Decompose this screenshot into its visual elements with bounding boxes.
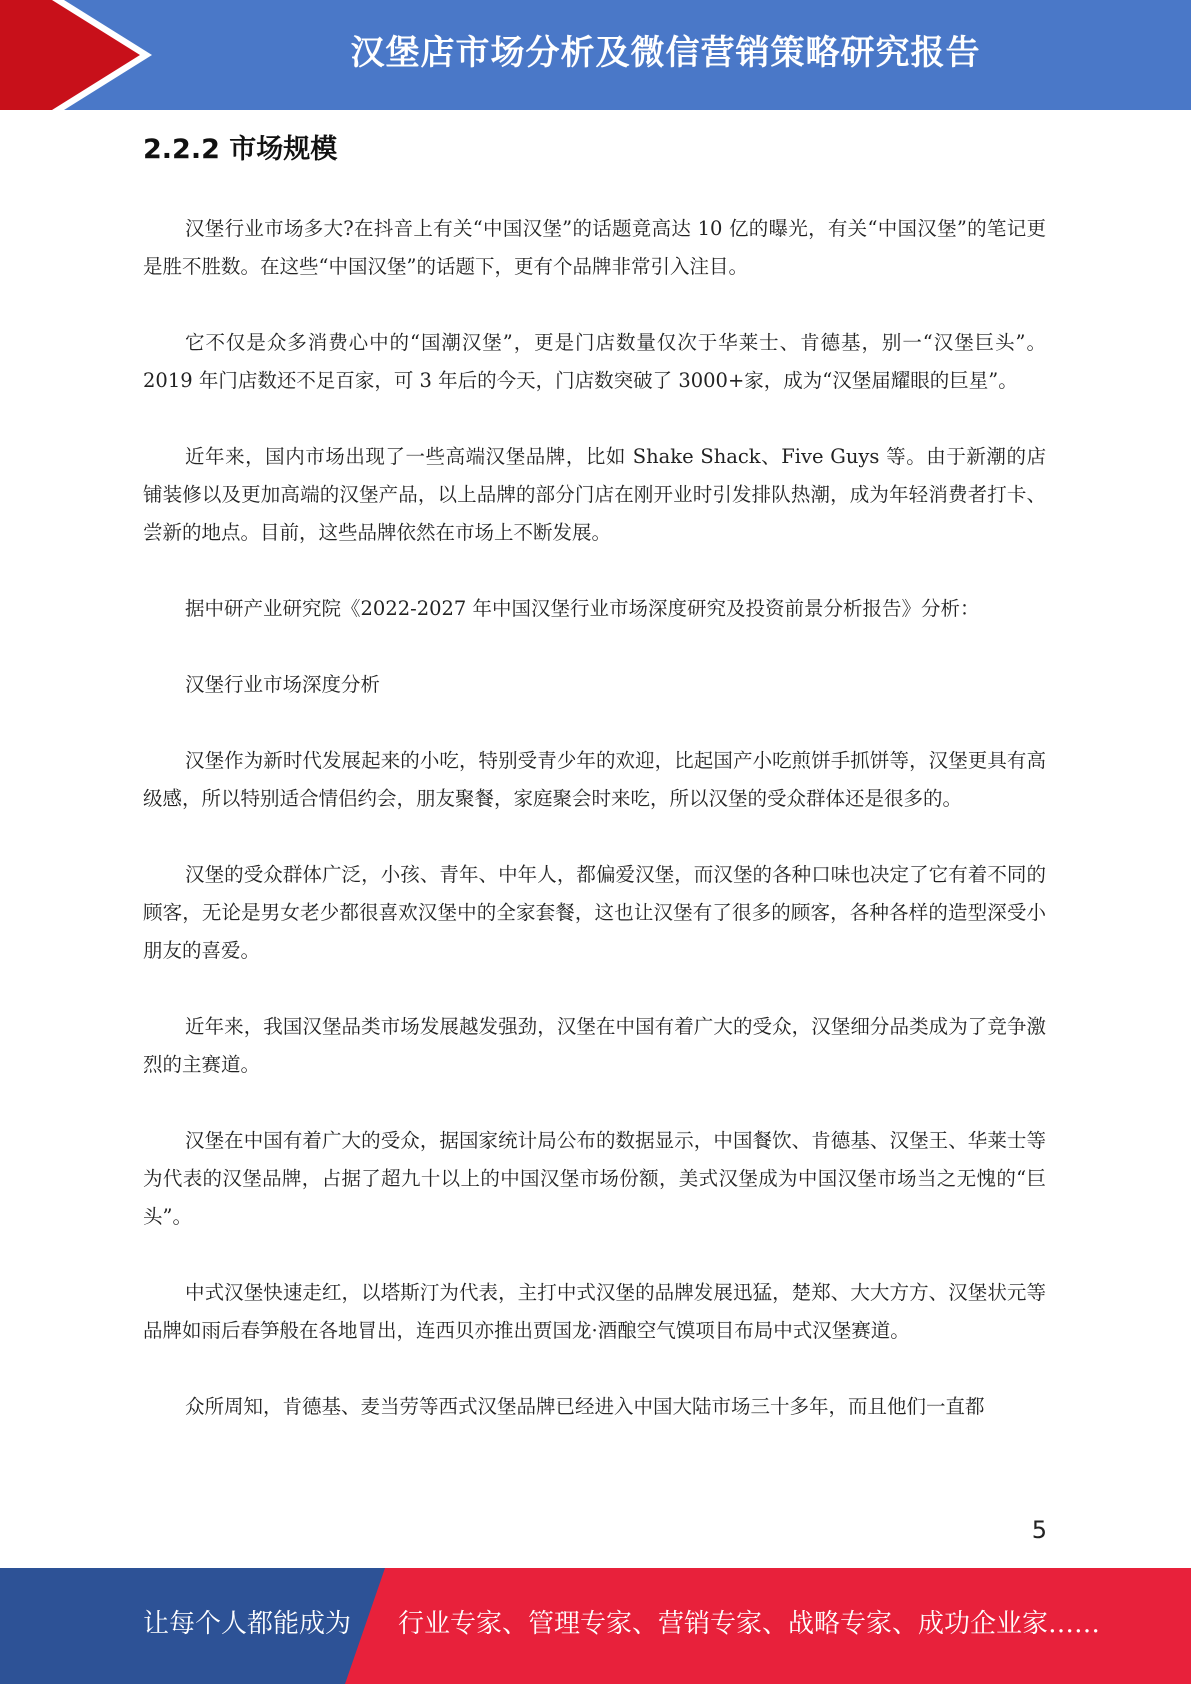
page-number: 5 [1031,1516,1047,1544]
page-header [0,0,1191,110]
paragraph: 汉堡作为新时代发展起来的小吃，特别受青少年的欢迎，比起国产小吃煎饼手抓饼等，汉堡更具有高级感，所以特别适合情侣约会，朋友聚餐，家庭聚会时来吃，所以汉堡的受众群体还是很多的。 [143,749,1046,810]
header-arrow-red [0,0,140,110]
paragraph: 汉堡行业市场多大?在抖音上有关“中国汉堡”的话题竟高达 10 亿的曝光，有关“中国汉堡”的笔记更是胜不胜数。在这些“中国汉堡”的话题下，更有个品牌非常引入注目。 [143,217,1046,278]
footer-slogan-right: 行业专家、管理专家、营销专家、战略专家、成功企业家…… [398,1609,1101,1639]
paragraph: 汉堡在中国有着广大的受众，据国家统计局公布的数据显示，中国餐饮、肯德基、汉堡王、华莱士等为代表的汉堡品牌，占据了超九十以上的中国汉堡市场份额，美式汉堡成为中国汉堡市场当之无愧的“巨头”。 [143,1129,1046,1228]
paragraph: 众所周知，肯德基、麦当劳等西式汉堡品牌已经进入中国大陆市场三十多年，而且他们一直都 [185,1395,985,1418]
paragraph: 近年来，国内市场出现了一些高端汉堡品牌，比如 Shake Shack、Five Guys 等。由于新潮的店铺装修以及更加高端的汉堡产品，以上品牌的部分门店在刚开业时引发排队热潮，成为年轻消费者打卡、尝新的地点。目前，这些品牌依然在市场上不断发展。 [143,445,1046,544]
paragraph: 它不仅是众多消费心中的“国潮汉堡”，更是门店数量仅次于华莱士、肯德基，别一“汉堡巨头”。2019 年门店数还不足百家，可 3 年后的今天，门店数突破了 3000+家，成为“汉堡届耀眼的巨星”。 [143,331,1046,392]
paragraph: 汉堡行业市场深度分析 [185,673,381,696]
page-footer [0,1568,1191,1684]
report-title: 汉堡店市场分析及微信营销策略研究报告 [350,33,981,73]
paragraph: 中式汉堡快速走红，以塔斯汀为代表，主打中式汉堡的品牌发展迅猛，楚郑、大大方方、汉堡状元等品牌如雨后春笋般在各地冒出，连西贝亦推出贾国龙·酒酿空气馍项目布局中式汉堡赛道。 [143,1281,1046,1342]
main-content [143,130,1046,1464]
paragraph: 据中研产业研究院《2022-2027 年中国汉堡行业市场深度研究及投资前景分析报告》分析： [185,597,980,620]
paragraph: 近年来，我国汉堡品类市场发展越发强劲，汉堡在中国有着广大的受众，汉堡细分品类成为了竞争激烈的主赛道。 [143,1015,1046,1076]
section-heading: 2.2.2 市场规模 [143,134,338,165]
footer-slogan-left: 让每个人都能成为 [143,1609,352,1639]
paragraph: 汉堡的受众群体广泛，小孩、青年、中年人，都偏爱汉堡，而汉堡的各种口味也决定了它有着不同的顾客，无论是男女老少都很喜欢汉堡中的全家套餐，这也让汉堡有了很多的顾客，各种各样的造型深受小朋友的喜爱。 [143,863,1046,962]
